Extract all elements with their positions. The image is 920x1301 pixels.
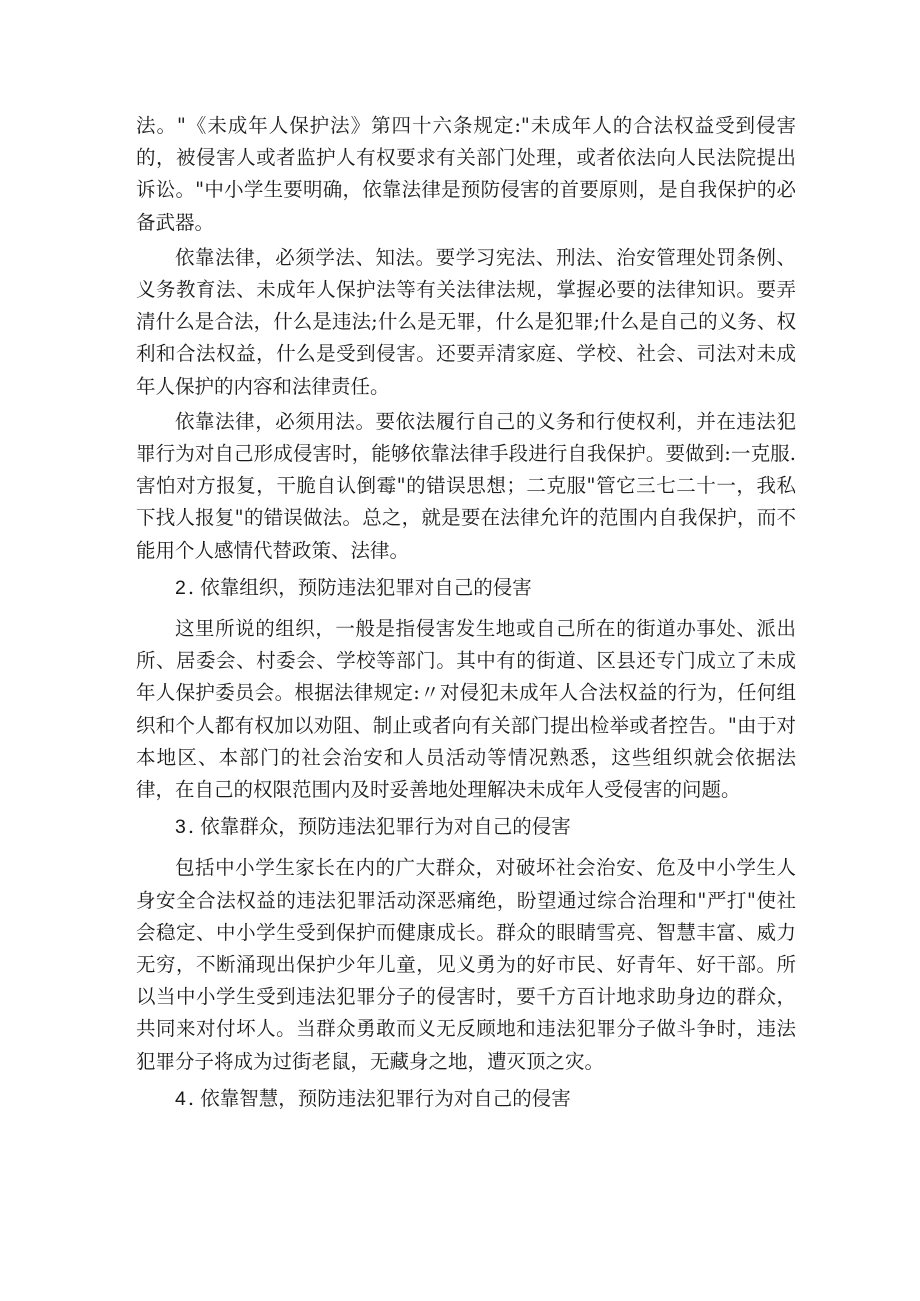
heading-number: 3 xyxy=(175,816,186,839)
paragraph-use-law: 依靠法律，必须用法。要依法履行自己的义务和行使权利，并在违法犯罪行为对自己形成侵害时，能够依靠法律手段进行自我保护。要做到:一克服.害怕对方报复，干脆自认倒霉"的错误思想；二克服"管它三七二十一，我私下找人报复"的错误做法。总之，就是要在法律允许的范围内自我保护，而不能用个人感情代替政策、法律。 xyxy=(136,409,796,562)
paragraph-organization: 这里所说的组织，一般是指侵害发生地或自己所在的街道办事处、派出所、居委会、村委会、学校等部门。其中有的街道、区县还专门成立了未成年人保护委员会。根据法律规定:〃对侵犯未成年人合法权益的行为，任何组织和个人都有权加以劝阻、制止或者向有关部门提出检举或者控告。"由于对本地区、本部门的社会治安和人员活动等情况熟悉，这些组织就会依据法律，在自己的权限范围内及时妥善地处理解决未成年人受侵害的问题。 xyxy=(136,617,796,802)
heading-number: 2 xyxy=(175,576,186,599)
heading-rely-on-masses xyxy=(136,811,796,843)
heading-number: 4 xyxy=(175,1087,186,1110)
heading-rely-on-organization xyxy=(136,572,796,604)
heading-text: . 依靠智慧，预防违法犯罪行为对自己的侵害 xyxy=(187,1086,571,1110)
heading-rely-on-wisdom xyxy=(136,1083,796,1115)
document-body xyxy=(136,110,796,1124)
heading-text: . 依靠群众，预防违法犯罪行为对自己的侵害 xyxy=(187,815,571,839)
paragraph-law-article-46: 法。"《未成年人保护法》第四十六条规定:"未成年人的合法权益受到侵害的，被侵害人或者监护人有权要求有关部门处理，或者依法向人民法院提出诉讼。"中小学生要明确，依靠法律是预防侵害的首要原则，是自我保护的必备武器。 xyxy=(136,114,796,234)
heading-text: . 依靠组织，预防违法犯罪对自己的侵害 xyxy=(187,575,532,599)
paragraph-learn-law: 依靠法律，必须学法、知法。要学习宪法、刑法、治安管理处罚条例、义务教育法、未成年人保护法等有关法律法规，掌握必要的法律知识。要弄清什么是合法，什么是违法;什么是无罪，什么是犯罪;什么是自己的义务、权利和合法权益，什么是受到侵害。还要弄清家庭、学校、社会、司法对未成年人保护的内容和法律责任。 xyxy=(136,245,796,398)
paragraph-masses: 包括中小学生家长在内的广大群众，对破坏社会治安、危及中小学生人身安全合法权益的违法犯罪活动深恶痛绝，盼望通过综合治理和"严打"使社会稳定、中小学生受到保护而健康成长。群众的眼睛雪亮、智慧丰富、威力无穷，不断涌现出保护少年儿童，见义勇为的好市民、好青年、好干部。所以当中小学生受到违法犯罪分子的侵害时，要千方百计地求助身边的群众，共同来对付坏人。当群众勇敢而义无反顾地和违法犯罪分子做斗争时，违法犯罪分子将成为过街老鼠，无藏身之地，遭灭顶之灾。 xyxy=(136,856,796,1073)
